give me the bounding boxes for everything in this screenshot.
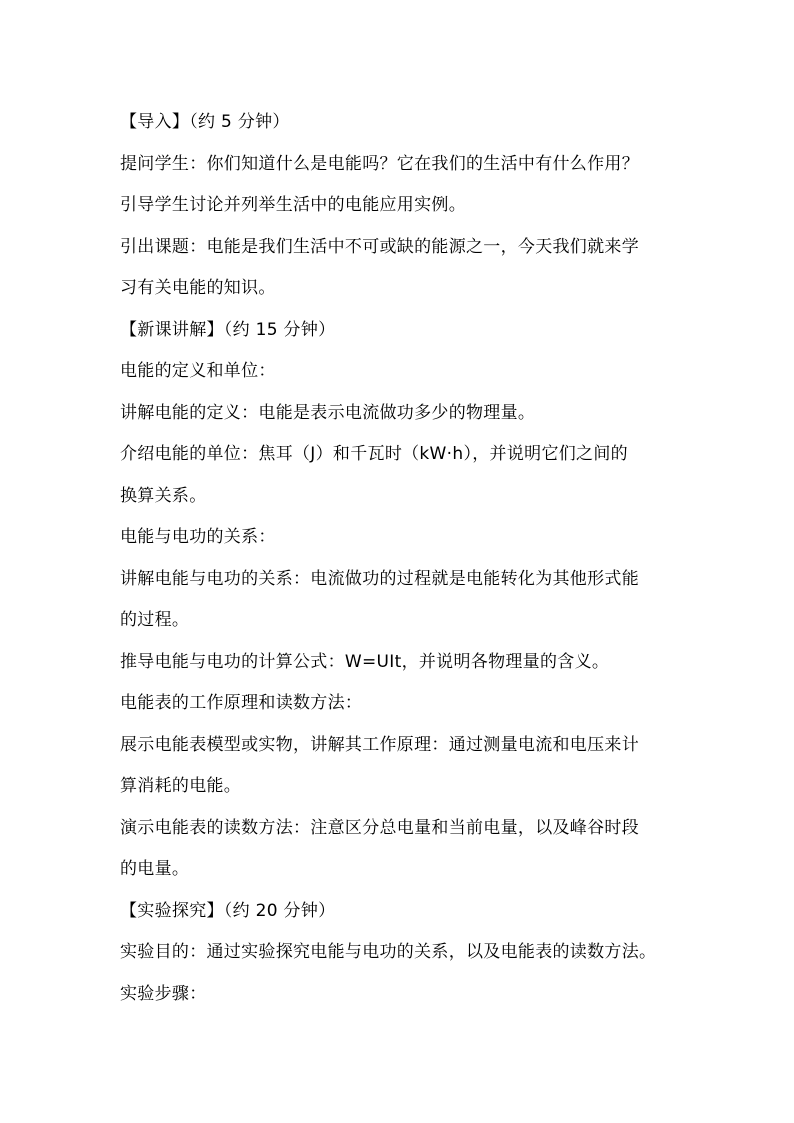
paragraph-line: 提问学生：你们知道什么是电能吗？它在我们的生活中有什么作用？ bbox=[120, 153, 639, 174]
section-heading-experiment: 【实验探究】（约 20 分钟） bbox=[120, 900, 336, 921]
paragraph-line: 讲解电能与电功的关系：电流做功的过程就是电能转化为其他形式能 bbox=[120, 568, 639, 589]
section-heading-intro: 【导入】（约 5 分钟） bbox=[120, 112, 290, 132]
paragraph-line: 换算关系。 bbox=[120, 485, 207, 506]
paragraph-line: 讲解电能的定义：电能是表示电流做功多少的物理量。 bbox=[120, 402, 536, 423]
subheading-line: 电能的定义和单位： bbox=[120, 361, 276, 381]
section-heading-new-lesson: 【新课讲解】（约 15 分钟） bbox=[120, 319, 336, 340]
subheading-line: 电能与电功的关系： bbox=[120, 527, 276, 547]
paragraph-line: 展示电能表模型或实物，讲解其工作原理：通过测量电流和电压来计 bbox=[120, 734, 639, 755]
document-body bbox=[120, 102, 680, 1015]
paragraph-line: 演示电能表的读数方法：注意区分总电量和当前电量，以及峰谷时段 bbox=[120, 817, 639, 838]
paragraph-line: 实验目的：通过实验探究电能与电功的关系，以及电能表的读数方法。 bbox=[120, 942, 657, 962]
paragraph-line: 的电量。 bbox=[120, 859, 190, 879]
paragraph-line: 的过程。 bbox=[120, 610, 190, 630]
paragraph-line: 介绍电能的单位：焦耳（J）和千瓦时（kW·h），并说明它们之间的 bbox=[120, 444, 628, 464]
paragraph-line: 引导学生讨论并列举生活中的电能应用实例。 bbox=[120, 195, 466, 215]
subheading-line: 实验步骤： bbox=[120, 983, 207, 1004]
paragraph-line: 算消耗的电能。 bbox=[120, 776, 242, 796]
paragraph-line: 引出课题：电能是我们生活中不可或缺的能源之一，今天我们就来学 bbox=[120, 236, 639, 257]
subheading-line: 电能表的工作原理和读数方法： bbox=[120, 693, 363, 713]
paragraph-line: 推导电能与电功的计算公式：W=UIt，并说明各物理量的含义。 bbox=[120, 651, 610, 672]
paragraph-line: 习有关电能的知识。 bbox=[120, 278, 276, 298]
